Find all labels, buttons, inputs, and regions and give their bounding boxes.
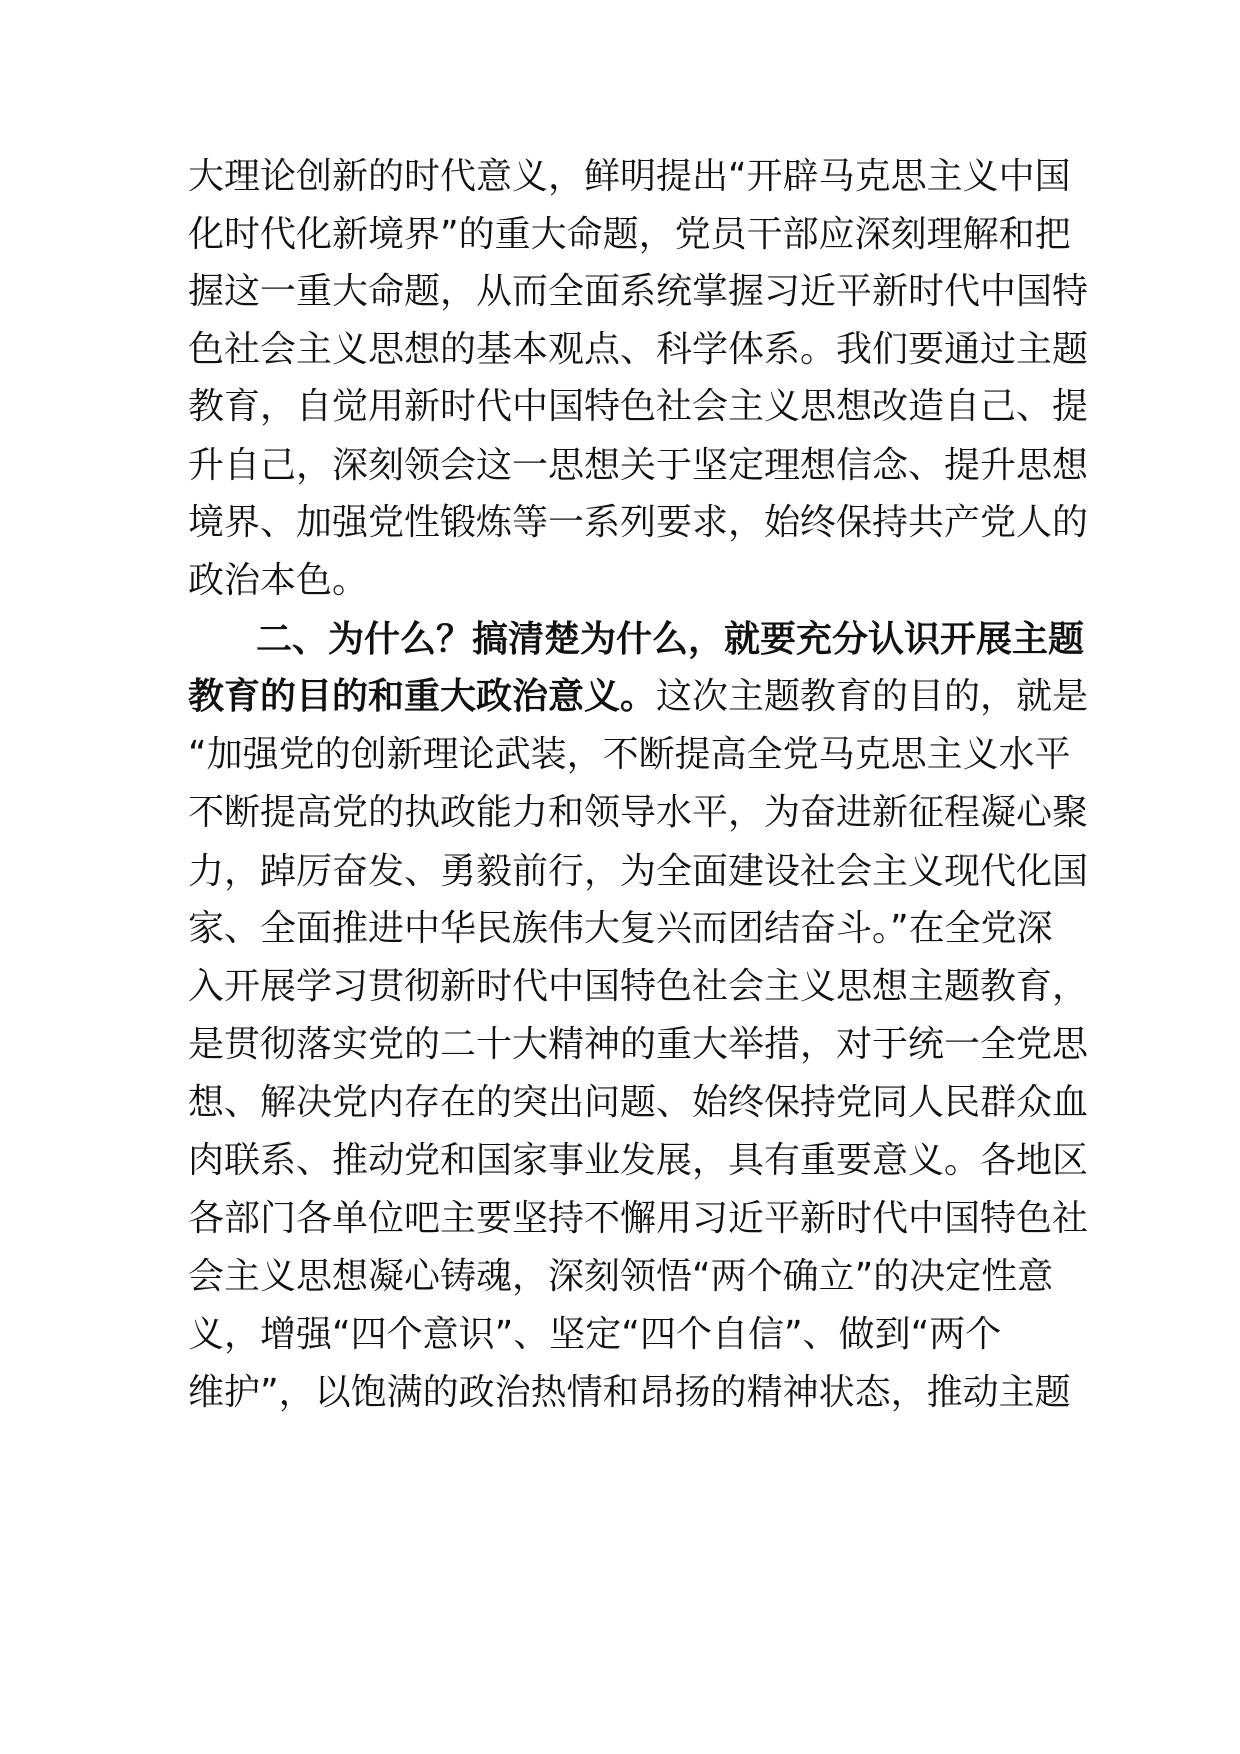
paragraph-line: 色社会主义思想的基本观点、科学体系。我们要通过主题 (188, 329, 1089, 370)
paragraph-line: 教育，自觉用新时代中国特色社会主义思想改造自己、提 (188, 386, 1089, 427)
paragraph-line: 义，增强“四个意识”、坚定“四个自信”、做到“两个 (188, 1314, 1002, 1355)
paragraph-line: 境界、加强党性锻炼等一系列要求，始终保持共产党人的 (188, 502, 1089, 543)
paragraph-line: 是贯彻落实党的二十大精神的重大举措，对于统一全党思 (188, 1024, 1089, 1065)
paragraph-line: 入开展学习贯彻新时代中国特色社会主义思想主题教育， (188, 966, 1089, 1007)
paragraph-line: 肉联系、推动党和国家事业发展，具有重要意义。各地区 (188, 1140, 1089, 1181)
paragraph-line: 大理论创新的时代意义，鲜明提出“开辟马克思主义中国 (188, 156, 1071, 197)
section-heading-line (188, 667, 1089, 727)
paragraph-line: 家、全面推进中华民族伟大复兴而团结奋斗。”在全党深 (188, 908, 1053, 949)
paragraph-line: 各部门各单位吧主要坚持不懈用习近平新时代中国特色社 (188, 1198, 1089, 1239)
paragraph-line: 会主义思想凝心铸魂，深刻领悟“两个确立”的决定性意 (188, 1256, 1054, 1297)
paragraph-text: 这次主题教育的目的，就是 (656, 676, 1089, 717)
section-heading: 二、为什么？搞清楚为什么，就要充分认识开展主题 (256, 619, 1085, 660)
paragraph-line: 不断提高党的执政能力和领导水平，为奋进新征程凝心聚 (188, 792, 1089, 833)
paragraph-line: 化时代化新境界”的重大命题，党员干部应深刻理解和把 (188, 214, 1071, 255)
paragraph-line: 升自己，深刻领会这一思想关于坚定理想信念、提升思想 (188, 445, 1089, 486)
paragraph-line: “加强党的创新理论武装，不断提高全党马克思主义水平 (188, 734, 1071, 775)
paragraph-line: 政治本色。 (188, 560, 369, 601)
paragraph-line: 握这一重大命题，从而全面系统掌握习近平新时代中国特 (188, 271, 1089, 312)
paragraph-line: 力，踔厉奋发、勇毅前行，为全面建设社会主义现代化国 (188, 851, 1089, 892)
paragraph-line: 维护”，以饱满的政治热情和昂扬的精神状态，推动主题 (188, 1372, 1071, 1413)
section-heading-continuation: 教育的目的和重大政治意义。 (188, 676, 657, 717)
paragraph-line: 想、解决党内存在的突出问题、始终保持党同人民群众血 (188, 1082, 1089, 1123)
